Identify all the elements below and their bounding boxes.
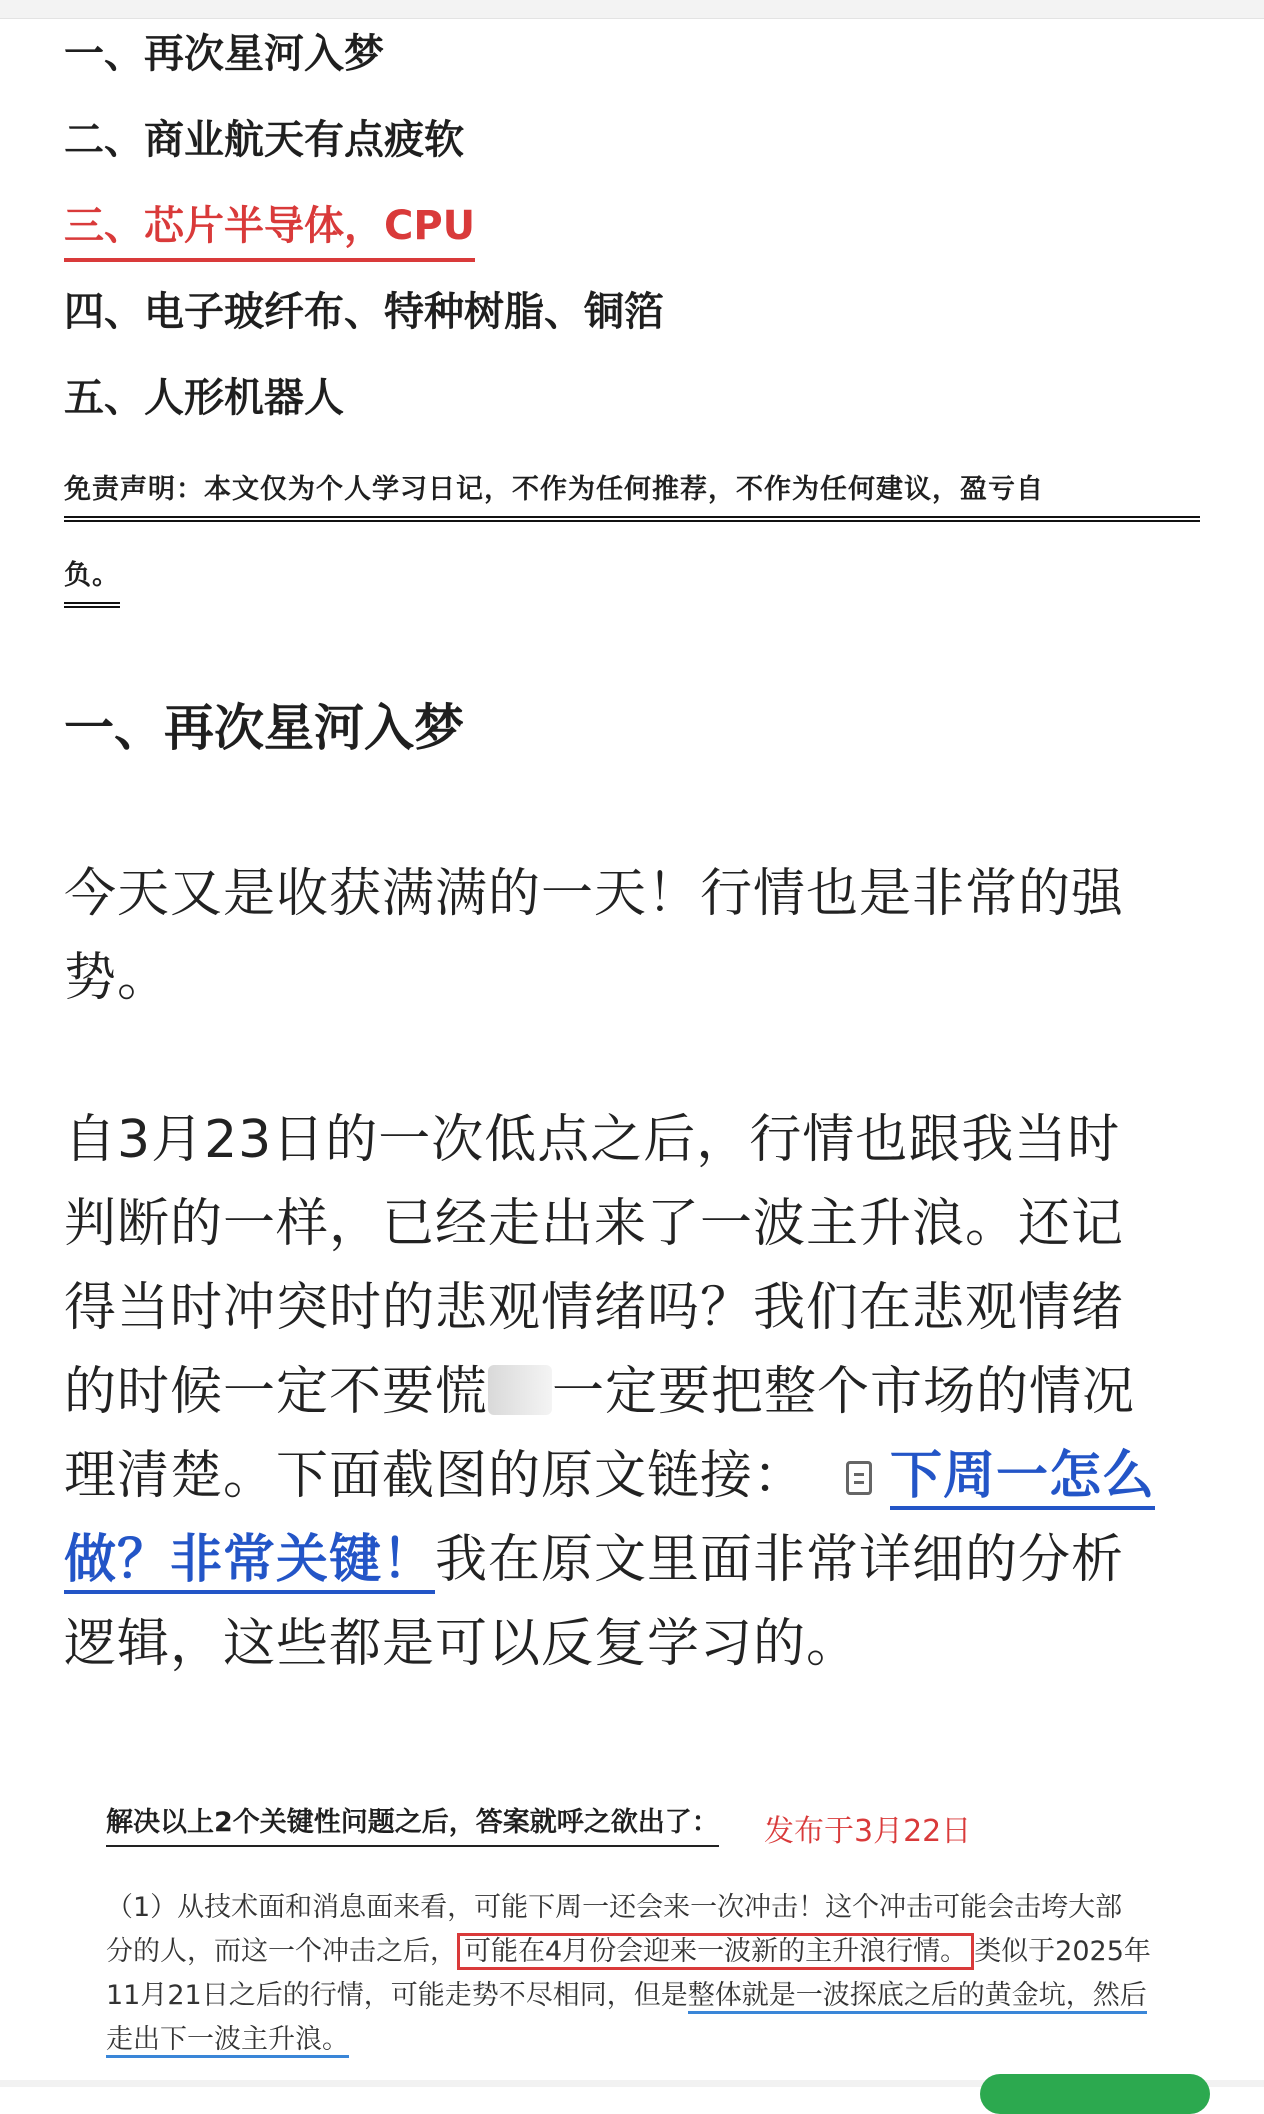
screenshot-line-3: [106, 1974, 1186, 2018]
screenshot-underlined-text: 整体就是一波探底之后的黄金坑，然后: [688, 1980, 1147, 2014]
screenshot-line-2-end: 类似于2025年: [974, 1936, 1151, 1967]
toc-item-3-highlighted[interactable]: 三、芯片半导体，CPU: [64, 198, 475, 262]
paragraph-2-line-6-text: 我在原文里面非常详细的分析: [435, 1530, 1125, 1590]
paragraph-2-line-2: 判断的一样，已经走出来了一波主升浪。还记: [64, 1194, 1125, 1254]
paragraph-1: [64, 852, 1204, 1020]
toc-item-5[interactable]: 五、人形机器人: [64, 375, 344, 421]
embedded-screenshot: [88, 1790, 1188, 2087]
paragraph-2-line-6: [64, 1518, 1204, 1602]
blurred-redaction: [488, 1365, 552, 1415]
paragraph-2-line-4-start: 的时候一定不要慌: [64, 1362, 489, 1422]
screenshot-underlined-text-2: 走出下一波主升浪。: [106, 2024, 349, 2058]
paragraph-2: [64, 1098, 1204, 1686]
toc-item-4[interactable]: 四、电子玻纤布、特种树脂、铜箔: [64, 289, 664, 335]
section-title: 一、再次星河入梦: [64, 699, 464, 757]
floating-action-button[interactable]: [980, 2074, 1210, 2114]
screenshot-line-3-start: 11月21日之后的行情，可能走势不尽相同，但是: [106, 1980, 688, 2011]
toc-item-1[interactable]: 一、再次星河入梦: [64, 31, 384, 77]
article-link-part-2[interactable]: 做？非常关键！: [64, 1530, 435, 1594]
disclaimer-line-2: 负。: [64, 556, 120, 608]
paragraph-2-line-4-end: 一定要把整个市场的情况: [552, 1362, 1136, 1422]
document-icon[interactable]: [846, 1461, 872, 1495]
paragraph-2-line-5: [64, 1434, 1204, 1518]
screenshot-line-2-start: 分的人，而这一个冲击之后，: [106, 1936, 457, 1967]
paragraph-1-line-2: 势。: [64, 948, 171, 1008]
top-bar: [0, 0, 1264, 19]
screenshot-line-2: [106, 1930, 1186, 1974]
article-link-part-1[interactable]: 下周一怎么: [890, 1446, 1155, 1510]
screenshot-line-4: [106, 2018, 1186, 2062]
paragraph-2-line-1: 自3月23日的一次低点之后，行情也跟我当时: [64, 1110, 1121, 1170]
screenshot-line-1: （1）从技术面和消息面来看，可能下周一还会来一次冲击！这个冲击可能会击垮大部: [106, 1892, 1123, 1923]
screenshot-boxed-text: 可能在4月份会迎来一波新的主升浪行情。: [457, 1933, 974, 1970]
paragraph-2-line-7: 逻辑，这些都是可以反复学习的。: [64, 1614, 860, 1674]
screenshot-date-note: 发布于3月22日: [764, 1814, 972, 1849]
toc-item-2[interactable]: 二、商业航天有点疲软: [64, 117, 464, 163]
paragraph-2-line-5-text: 理清楚。下面截图的原文链接：: [64, 1446, 807, 1506]
paragraph-1-line-1: 今天又是收获满满的一天！行情也是非常的强: [64, 864, 1125, 924]
paragraph-2-line-4: [64, 1350, 1204, 1434]
paragraph-2-line-3: 得当时冲突时的悲观情绪吗？我们在悲观情绪: [64, 1278, 1125, 1338]
screenshot-body: [106, 1886, 1186, 2062]
screenshot-title: 解决以上2个关键性问题之后，答案就呼之欲出了：: [106, 1800, 719, 1847]
disclaimer-line-1: 免责声明：本文仅为个人学习日记，不作为任何推荐，不作为任何建议，盈亏自: [64, 470, 1200, 522]
